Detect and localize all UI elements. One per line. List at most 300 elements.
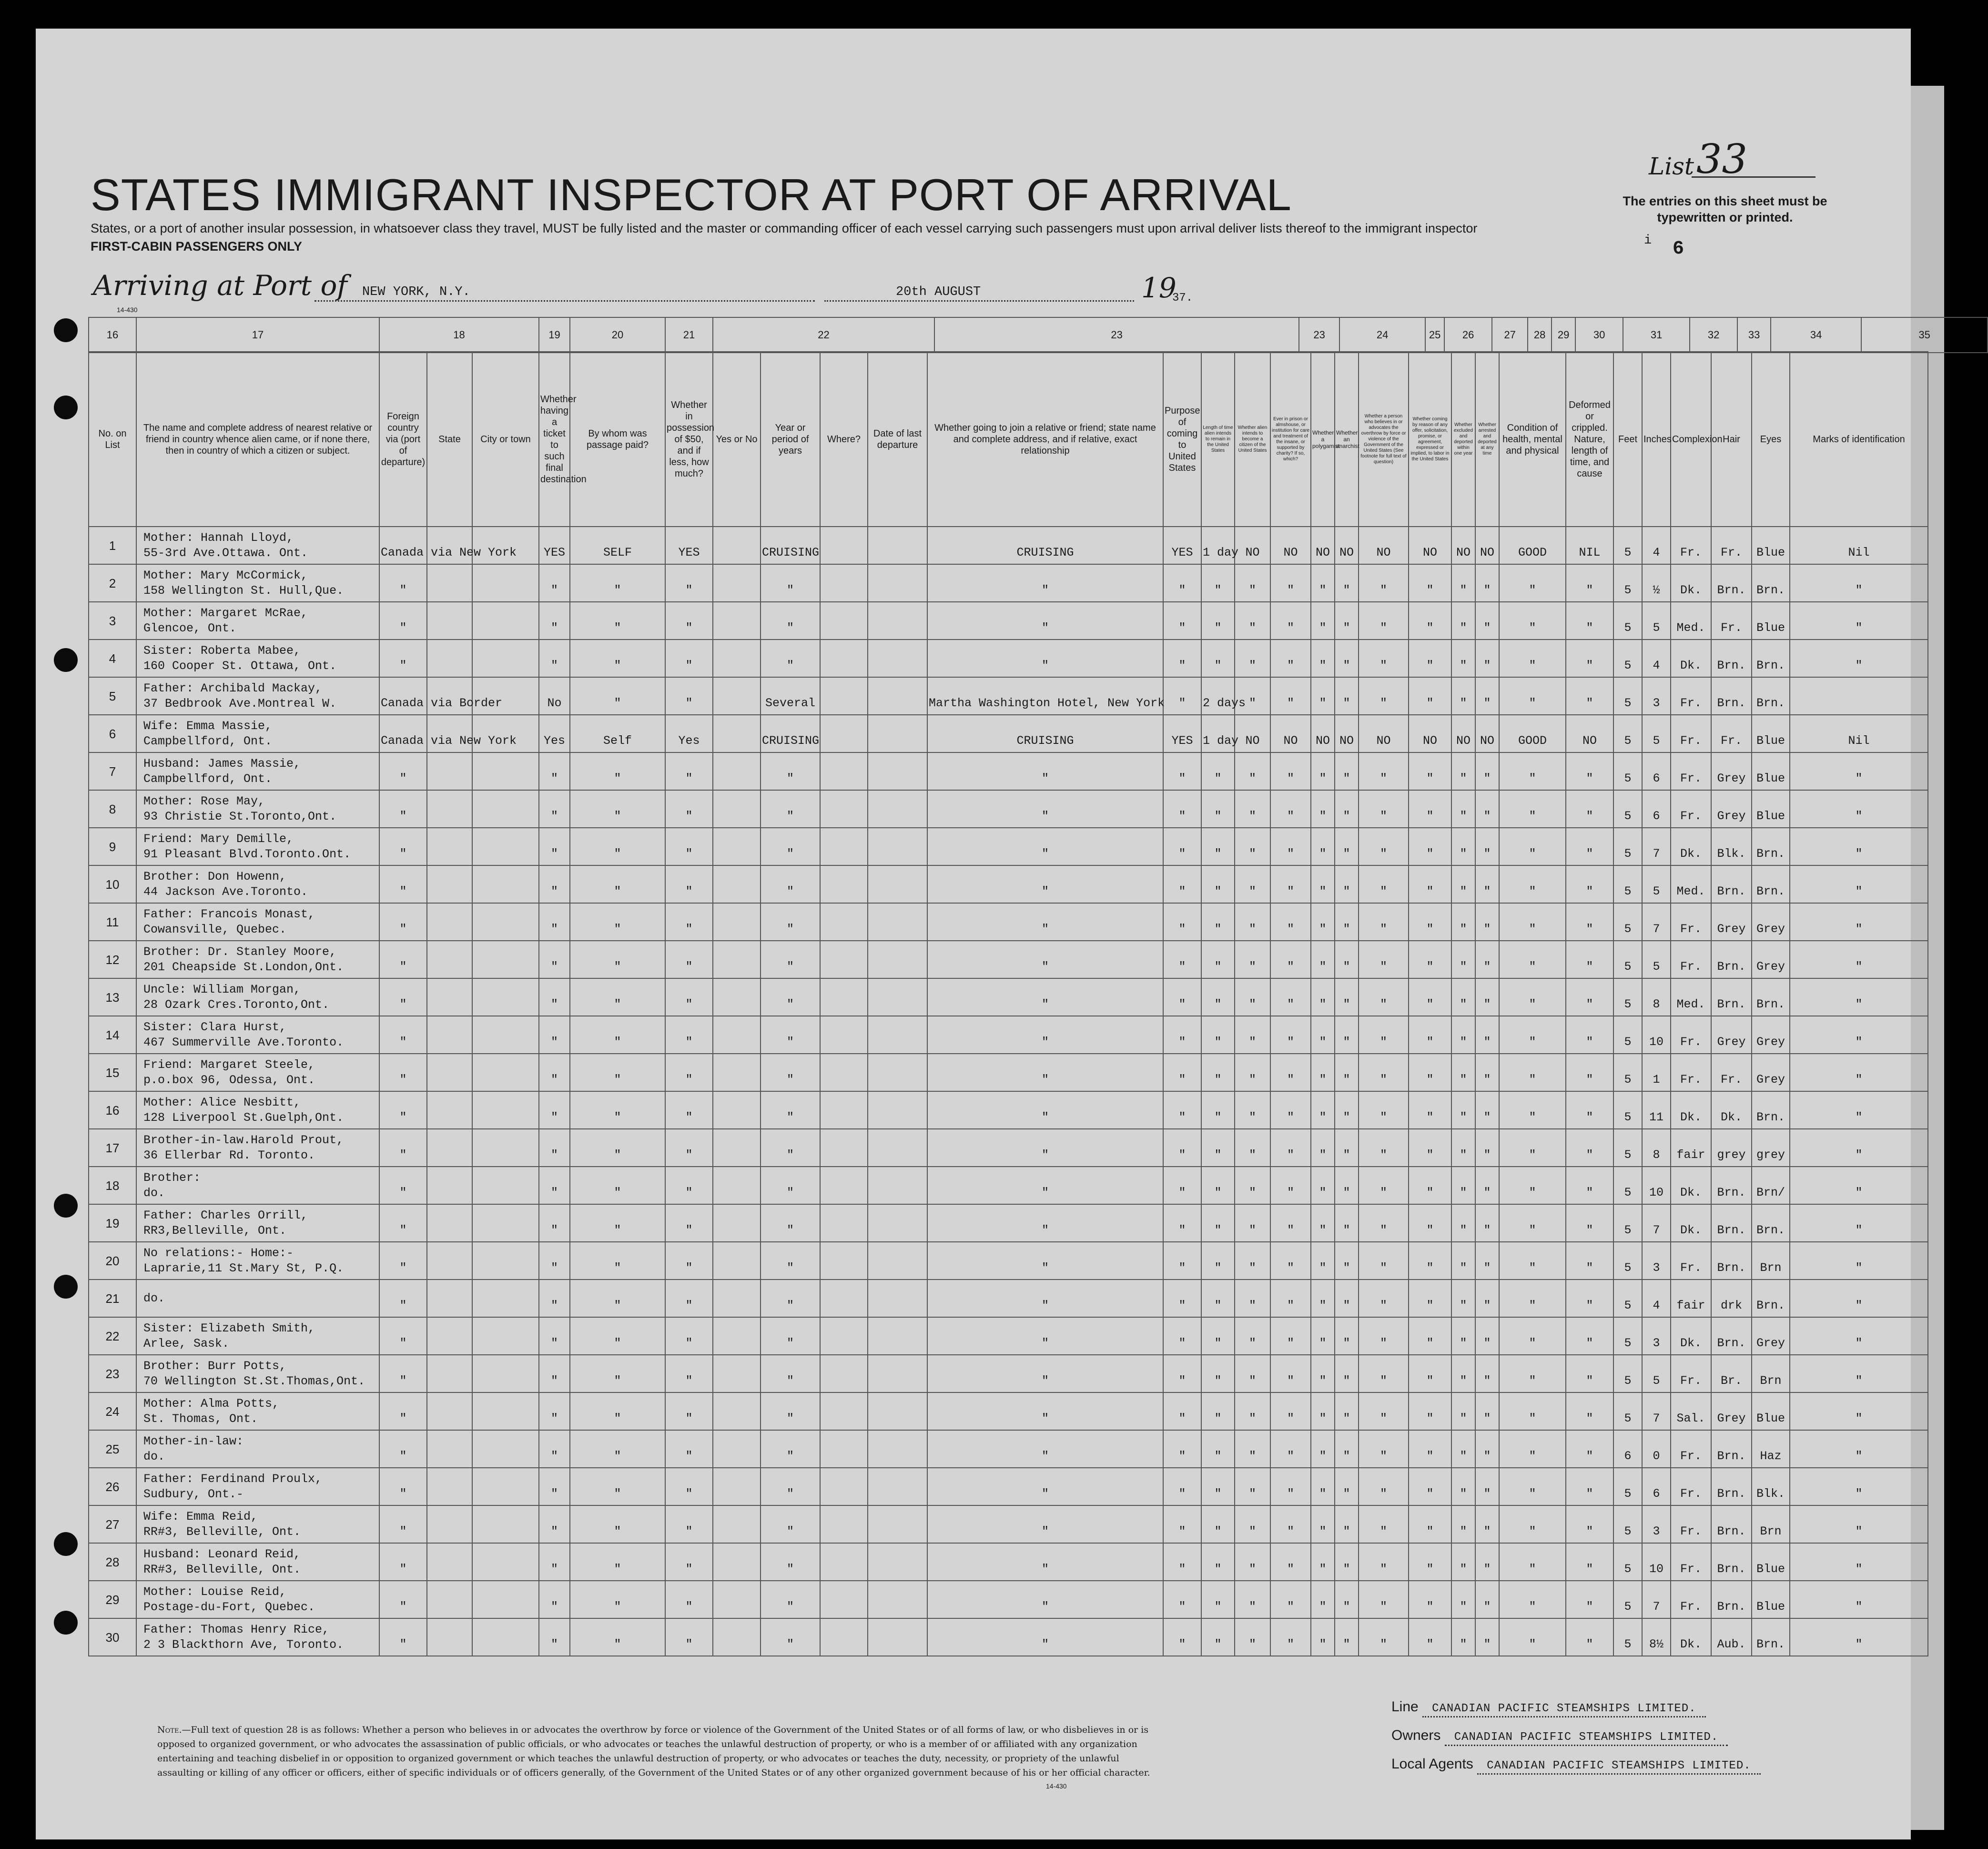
before-where xyxy=(820,1505,868,1543)
before-date xyxy=(868,527,927,564)
city-cell xyxy=(472,903,539,941)
sheet-number: 6 xyxy=(1673,238,1684,260)
row-number: 26 xyxy=(89,1468,136,1505)
eye-color: Brn xyxy=(1752,1505,1790,1543)
purpose-citizen: " xyxy=(1235,1355,1270,1392)
relative-name-address xyxy=(136,1355,379,1392)
col27: " xyxy=(1335,1204,1359,1242)
relative-name: Friend: Mary Demille, xyxy=(143,832,294,846)
deformed: " xyxy=(1566,1392,1613,1430)
purpose-length: " xyxy=(1201,1430,1235,1468)
city-cell xyxy=(472,1505,539,1543)
joining: " xyxy=(927,602,1163,640)
marks: " xyxy=(1790,1054,1928,1091)
column-number: 33 xyxy=(1737,317,1771,353)
table-row xyxy=(89,1355,1928,1392)
health: " xyxy=(1499,865,1566,903)
column-number: 20 xyxy=(570,317,665,353)
row-number: 24 xyxy=(89,1392,136,1430)
hair-color: Brn. xyxy=(1711,1581,1752,1618)
row-number: 2 xyxy=(89,564,136,602)
before-years: " xyxy=(761,828,820,865)
header-eyes: Eyes xyxy=(1752,352,1790,527)
form-number: 14-430 xyxy=(117,306,138,314)
col27: " xyxy=(1335,1167,1359,1204)
before-date xyxy=(868,1204,927,1242)
col29: " xyxy=(1409,828,1451,865)
col28: " xyxy=(1359,640,1409,677)
purpose-return: YES xyxy=(1163,527,1201,564)
col29: " xyxy=(1409,865,1451,903)
health: " xyxy=(1499,941,1566,978)
before-where xyxy=(820,1392,868,1430)
foreign-country: " xyxy=(379,1016,427,1054)
before-date xyxy=(868,1016,927,1054)
purpose-length: " xyxy=(1201,1204,1235,1242)
height-inches: 10 xyxy=(1642,1016,1671,1054)
col25: " xyxy=(1270,1618,1311,1656)
deformed: " xyxy=(1566,903,1613,941)
table-row xyxy=(89,1392,1928,1430)
col31: " xyxy=(1475,1317,1499,1355)
before-date xyxy=(868,1468,927,1505)
money-possession: " xyxy=(665,1054,713,1091)
complexion: Fr. xyxy=(1671,1242,1711,1280)
header-deformed: Deformed or crippled. Nature, length of time, and cause xyxy=(1566,352,1613,527)
deformed: " xyxy=(1566,1054,1613,1091)
before-date xyxy=(868,941,927,978)
col30: " xyxy=(1451,1543,1475,1581)
height-feet: 5 xyxy=(1613,790,1642,828)
height-inches: 5 xyxy=(1642,1355,1671,1392)
health: " xyxy=(1499,1016,1566,1054)
complexion: Dk. xyxy=(1671,1204,1711,1242)
marks: " xyxy=(1790,1430,1928,1468)
relative-address: 201 Cheapside St.London,Ont. xyxy=(143,960,344,974)
col30: NO xyxy=(1451,527,1475,564)
eye-color: Blue xyxy=(1752,527,1790,564)
before-yes-no xyxy=(713,677,761,715)
height-inches: 7 xyxy=(1642,828,1671,865)
purpose-return: " xyxy=(1163,1091,1201,1129)
purpose-return: " xyxy=(1163,1280,1201,1317)
passage-paid-by: " xyxy=(570,602,665,640)
height-feet: 5 xyxy=(1613,1054,1642,1091)
hair-color: Brn. xyxy=(1711,1242,1752,1280)
col31: " xyxy=(1475,978,1499,1016)
joining: " xyxy=(927,978,1163,1016)
height-feet: 5 xyxy=(1613,1280,1642,1317)
marks: " xyxy=(1790,1204,1928,1242)
joining: " xyxy=(927,1355,1163,1392)
passage-paid-by: " xyxy=(570,1242,665,1280)
city-cell xyxy=(472,1355,539,1392)
purpose-return: " xyxy=(1163,677,1201,715)
col27: " xyxy=(1335,1129,1359,1167)
health: " xyxy=(1499,790,1566,828)
purpose-citizen: " xyxy=(1235,752,1270,790)
before-years: " xyxy=(761,978,820,1016)
relative-name-address xyxy=(136,1392,379,1430)
state-cell xyxy=(427,602,472,640)
instructions xyxy=(91,219,1615,255)
relative-name: Brother: Burr Potts, xyxy=(143,1359,287,1373)
header-col25: Ever in prison or almshouse, or institution for care and treatment of the insane, or supported by charity? If so, which? xyxy=(1270,352,1311,527)
before-yes-no xyxy=(713,752,761,790)
ticket: " xyxy=(539,1242,570,1280)
relative-name-address xyxy=(136,1430,379,1468)
relative-name: Mother: Rose May, xyxy=(143,794,265,808)
col26: " xyxy=(1311,1618,1335,1656)
height-inches: 0 xyxy=(1642,1430,1671,1468)
relative-name-address xyxy=(136,1091,379,1129)
col26: " xyxy=(1311,1543,1335,1581)
money-possession: " xyxy=(665,1242,713,1280)
height-inches: 4 xyxy=(1642,1280,1671,1317)
ticket: " xyxy=(539,828,570,865)
col27: " xyxy=(1335,1581,1359,1618)
col31: " xyxy=(1475,1204,1499,1242)
purpose-return: " xyxy=(1163,1392,1201,1430)
marks: " xyxy=(1790,1355,1928,1392)
table-row xyxy=(89,1317,1928,1355)
marks: " xyxy=(1790,865,1928,903)
eye-color: Brn xyxy=(1752,1242,1790,1280)
col26: " xyxy=(1311,1167,1335,1204)
passage-paid-by: " xyxy=(570,564,665,602)
row-number: 19 xyxy=(89,1204,136,1242)
col26: " xyxy=(1311,1016,1335,1054)
foreign-country: " xyxy=(379,564,427,602)
col25: " xyxy=(1270,752,1311,790)
relative-address: 70 Wellington St.St.Thomas,Ont. xyxy=(143,1374,365,1388)
ticket: " xyxy=(539,1430,570,1468)
joining: " xyxy=(927,1468,1163,1505)
header-state: State xyxy=(427,352,472,527)
column-number: 25 xyxy=(1425,317,1444,353)
city-cell xyxy=(472,1317,539,1355)
deformed: " xyxy=(1566,1543,1613,1581)
col28: " xyxy=(1359,865,1409,903)
binder-hole xyxy=(54,1532,78,1556)
height-feet: 5 xyxy=(1613,1091,1642,1129)
relative-name-address xyxy=(136,1505,379,1543)
health: " xyxy=(1499,978,1566,1016)
column-number: 16 xyxy=(89,317,136,353)
col29: " xyxy=(1409,1016,1451,1054)
col26: " xyxy=(1311,1054,1335,1091)
passage-paid-by: SELF xyxy=(570,527,665,564)
col30: " xyxy=(1451,1317,1475,1355)
table-row xyxy=(89,1618,1928,1656)
health: " xyxy=(1499,1054,1566,1091)
row-number: 22 xyxy=(89,1317,136,1355)
hair-color: Grey xyxy=(1711,1392,1752,1430)
purpose-return: " xyxy=(1163,978,1201,1016)
joining: " xyxy=(927,1430,1163,1468)
joining: " xyxy=(927,1543,1163,1581)
purpose-citizen: " xyxy=(1235,564,1270,602)
purpose-length: " xyxy=(1201,1054,1235,1091)
complexion: Dk. xyxy=(1671,1091,1711,1129)
col30: " xyxy=(1451,1505,1475,1543)
before-years: " xyxy=(761,1242,820,1280)
col29: " xyxy=(1409,790,1451,828)
header-marks: Marks of identification xyxy=(1790,352,1928,527)
joining: " xyxy=(927,1317,1163,1355)
col25: " xyxy=(1270,941,1311,978)
before-yes-no xyxy=(713,1317,761,1355)
height-feet: 5 xyxy=(1613,1204,1642,1242)
height-inches: 8 xyxy=(1642,978,1671,1016)
before-yes-no xyxy=(713,640,761,677)
owners-value: CANADIAN PACIFIC STEAMSHIPS LIMITED. xyxy=(1445,1731,1728,1746)
before-where xyxy=(820,1618,868,1656)
column-number: 31 xyxy=(1623,317,1690,353)
col25: " xyxy=(1270,1468,1311,1505)
joining: " xyxy=(927,1618,1163,1656)
state-cell xyxy=(427,1054,472,1091)
row-number: 3 xyxy=(89,602,136,640)
col26: " xyxy=(1311,564,1335,602)
eye-color: Blue xyxy=(1752,752,1790,790)
height-feet: 5 xyxy=(1613,1016,1642,1054)
col29: " xyxy=(1409,1317,1451,1355)
purpose-length: " xyxy=(1201,1581,1235,1618)
col29: " xyxy=(1409,1204,1451,1242)
foreign-country: " xyxy=(379,1204,427,1242)
deformed: " xyxy=(1566,790,1613,828)
col30: " xyxy=(1451,1091,1475,1129)
height-feet: 5 xyxy=(1613,865,1642,903)
ticket: " xyxy=(539,640,570,677)
purpose-length: " xyxy=(1201,1392,1235,1430)
column-number: 26 xyxy=(1444,317,1492,353)
purpose-return: " xyxy=(1163,903,1201,941)
purpose-return: YES xyxy=(1163,715,1201,752)
col26: " xyxy=(1311,903,1335,941)
header-purpose-return: Purpose of coming to United States xyxy=(1163,352,1201,527)
before-years: " xyxy=(761,1505,820,1543)
col25: " xyxy=(1270,1543,1311,1581)
relative-address: Laprarie,11 St.Mary St, P.Q. xyxy=(143,1261,344,1275)
col26: " xyxy=(1311,640,1335,677)
col27: " xyxy=(1335,903,1359,941)
marks: " xyxy=(1790,1242,1928,1280)
relative-name-address xyxy=(136,752,379,790)
purpose-citizen: " xyxy=(1235,1167,1270,1204)
height-feet: 5 xyxy=(1613,1505,1642,1543)
joining: " xyxy=(927,1129,1163,1167)
height-feet: 5 xyxy=(1613,941,1642,978)
complexion: Fr. xyxy=(1671,1016,1711,1054)
before-where xyxy=(820,1091,868,1129)
city-cell xyxy=(472,1016,539,1054)
col27: " xyxy=(1335,1468,1359,1505)
col31: " xyxy=(1475,602,1499,640)
row-number: 15 xyxy=(89,1054,136,1091)
col28: " xyxy=(1359,1468,1409,1505)
col30: " xyxy=(1451,1355,1475,1392)
marks: Nil xyxy=(1790,527,1928,564)
state-cell xyxy=(427,903,472,941)
deformed: " xyxy=(1566,677,1613,715)
col28: " xyxy=(1359,1543,1409,1581)
relative-name: Father: Charles Orrill, xyxy=(143,1208,308,1222)
owners-label: Owners xyxy=(1391,1727,1441,1743)
health: GOOD xyxy=(1499,527,1566,564)
passage-paid-by: " xyxy=(570,1280,665,1317)
col26: " xyxy=(1311,941,1335,978)
before-date xyxy=(868,1280,927,1317)
foreign-country: " xyxy=(379,1242,427,1280)
col26: " xyxy=(1311,790,1335,828)
footnote-text: —Full text of question 28 is as follows: Whether a person who believes in or advocates the overthrow by force or violence of the Government of the United States or of all forms of law, or who disbelieves in or is opposed to organized government, or who advocates the assassination of public officials, or who advocates or teaches the unlawful destruction of property, or who is a member of or affiliated with any organization entertaining and teaching disbelief in or opposition to organized government or which teaches the unlawful destruction of property, or who advocates or teaches the duty, necessity, or propriety of the unlawful assaulting or killing of any officer or officers, either of specific individuals or of officers generally, of the Government of the United States or of any other organized government because of his or her official character. xyxy=(157,1725,1150,1778)
before-where xyxy=(820,1242,868,1280)
column-header-row xyxy=(89,352,1928,527)
complexion: Fr. xyxy=(1671,790,1711,828)
height-feet: 5 xyxy=(1613,1355,1642,1392)
ticket: " xyxy=(539,903,570,941)
table-row xyxy=(89,640,1928,677)
table-row xyxy=(89,1280,1928,1317)
state-cell xyxy=(427,1280,472,1317)
passage-paid-by: " xyxy=(570,1505,665,1543)
before-date xyxy=(868,1543,927,1581)
col28: " xyxy=(1359,1392,1409,1430)
list-underline xyxy=(1692,176,1816,178)
relative-address: Sudbury, Ont.- xyxy=(143,1487,244,1501)
column-number: 23 xyxy=(1299,317,1339,353)
complexion: Fr. xyxy=(1671,1468,1711,1505)
section-label: FIRST-CABIN PASSENGERS ONLY xyxy=(91,239,303,254)
purpose-return: " xyxy=(1163,602,1201,640)
city-cell xyxy=(472,790,539,828)
header-hair: Hair xyxy=(1711,352,1752,527)
col27: NO xyxy=(1335,715,1359,752)
foreign-country: " xyxy=(379,1054,427,1091)
col25: " xyxy=(1270,1016,1311,1054)
before-yes-no xyxy=(713,1129,761,1167)
column-number: 30 xyxy=(1575,317,1623,353)
relative-name-address xyxy=(136,790,379,828)
passage-paid-by: " xyxy=(570,677,665,715)
col30: " xyxy=(1451,1167,1475,1204)
ticket: " xyxy=(539,1167,570,1204)
eye-color: Brn. xyxy=(1752,978,1790,1016)
state-cell xyxy=(427,640,472,677)
state-cell xyxy=(427,1204,472,1242)
col31: " xyxy=(1475,1280,1499,1317)
col31: " xyxy=(1475,865,1499,903)
col31: " xyxy=(1475,1618,1499,1656)
foreign-country: " xyxy=(379,1581,427,1618)
relative-address: Arlee, Sask. xyxy=(143,1336,230,1351)
money-possession: " xyxy=(665,828,713,865)
before-where xyxy=(820,1204,868,1242)
deformed: " xyxy=(1566,1242,1613,1280)
before-where xyxy=(820,640,868,677)
before-date xyxy=(868,828,927,865)
hair-color: Brn. xyxy=(1711,1543,1752,1581)
relative-address: RR#3, Belleville, Ont. xyxy=(143,1562,301,1576)
passage-paid-by: " xyxy=(570,752,665,790)
health: " xyxy=(1499,1242,1566,1280)
ticket: " xyxy=(539,564,570,602)
passage-paid-by: " xyxy=(570,1317,665,1355)
joining: " xyxy=(927,1392,1163,1430)
passage-paid-by: " xyxy=(570,865,665,903)
col30: " xyxy=(1451,677,1475,715)
complexion: Fr. xyxy=(1671,752,1711,790)
eye-color: Blue xyxy=(1752,1581,1790,1618)
col27: " xyxy=(1335,1430,1359,1468)
before-years: " xyxy=(761,564,820,602)
money-possession: " xyxy=(665,1355,713,1392)
purpose-citizen: " xyxy=(1235,640,1270,677)
passage-paid-by: " xyxy=(570,1543,665,1581)
state-cell xyxy=(427,978,472,1016)
deformed: " xyxy=(1566,1618,1613,1656)
row-number: 14 xyxy=(89,1016,136,1054)
city-cell xyxy=(472,1618,539,1656)
joining: " xyxy=(927,1242,1163,1280)
before-where xyxy=(820,978,868,1016)
money-possession: YES xyxy=(665,527,713,564)
hair-color: Brn. xyxy=(1711,865,1752,903)
money-possession: " xyxy=(665,1581,713,1618)
money-possession: " xyxy=(665,1505,713,1543)
relative-name-address xyxy=(136,1317,379,1355)
before-date xyxy=(868,752,927,790)
marks: " xyxy=(1790,1505,1928,1543)
before-years: CRUISING xyxy=(761,715,820,752)
before-yes-no xyxy=(713,1392,761,1430)
before-where xyxy=(820,752,868,790)
height-inches: ½ xyxy=(1642,564,1671,602)
money-possession: " xyxy=(665,1204,713,1242)
ticket: " xyxy=(539,790,570,828)
marks: " xyxy=(1790,1129,1928,1167)
col31: " xyxy=(1475,752,1499,790)
col29: " xyxy=(1409,1505,1451,1543)
col27: " xyxy=(1335,1054,1359,1091)
state-cell xyxy=(427,1242,472,1280)
complexion: Dk. xyxy=(1671,1317,1711,1355)
before-date xyxy=(868,790,927,828)
before-years: " xyxy=(761,1618,820,1656)
relative-address: 467 Summerville Ave.Toronto. xyxy=(143,1035,344,1049)
passage-paid-by: " xyxy=(570,941,665,978)
purpose-length: " xyxy=(1201,865,1235,903)
col28: " xyxy=(1359,1355,1409,1392)
header-complexion: Complexion xyxy=(1671,352,1711,527)
date-line xyxy=(824,300,1134,302)
row-number: 23 xyxy=(89,1355,136,1392)
relative-name: Wife: Emma Reid, xyxy=(143,1509,258,1524)
foreign-country: " xyxy=(379,1280,427,1317)
before-where xyxy=(820,941,868,978)
col26: " xyxy=(1311,1355,1335,1392)
before-date xyxy=(868,1054,927,1091)
column-number: 24 xyxy=(1339,317,1425,353)
col26: " xyxy=(1311,1392,1335,1430)
foreign-country: " xyxy=(379,941,427,978)
deformed: " xyxy=(1566,1091,1613,1129)
relative-address: 2 3 Blackthorn Ave, Toronto. xyxy=(143,1637,344,1652)
col31: " xyxy=(1475,1543,1499,1581)
passage-paid-by: " xyxy=(570,978,665,1016)
